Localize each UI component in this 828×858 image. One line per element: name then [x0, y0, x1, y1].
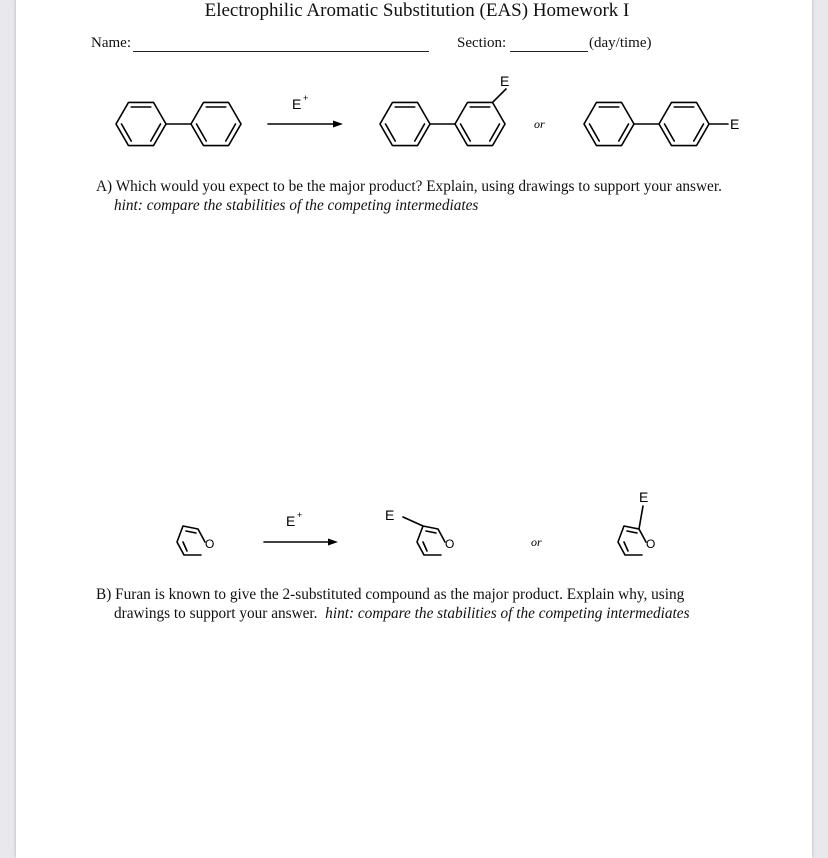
- daytime-label: (day/time): [589, 35, 652, 51]
- question-b-line-1: B) Furan is known to give the 2-substituted compound as the major product. Explain why, using: [96, 586, 685, 603]
- furan-oxygen-label-3: O: [646, 537, 656, 551]
- electrophile-charge-b: +: [297, 510, 303, 520]
- question-b: [96, 585, 690, 623]
- reaction-arrow-b: [264, 539, 338, 546]
- question-a: [96, 177, 722, 215]
- question-a-text: A) Which would you expect to be the major product? Explain, using drawings to support your answer.: [96, 178, 722, 195]
- electrophile-label-b: E: [286, 513, 296, 529]
- furan-oxygen-label-2: O: [445, 537, 455, 551]
- or-label-a: or: [534, 117, 545, 131]
- furan-oxygen-label-1: O: [205, 537, 215, 551]
- name-label: Name:: [91, 35, 131, 51]
- para-substituent-label: E: [730, 116, 740, 132]
- question-b-hint: hint: compare the stabilities of the competing intermediates: [325, 605, 690, 622]
- electrophile-label-a: E: [292, 96, 302, 112]
- section-label: Section:: [457, 35, 507, 51]
- or-label-b: or: [531, 535, 542, 549]
- page-title: Electrophilic Aromatic Substitution (EAS) Homework I: [204, 0, 630, 21]
- electrophile-charge-a: +: [303, 93, 309, 103]
- 3-position-substituent-label: E: [639, 489, 649, 505]
- reaction-arrow-a: [268, 121, 343, 128]
- biphenyl-ortho-product: [380, 89, 506, 146]
- furan-2-substituted-product: [403, 517, 445, 555]
- furan-3-substituted-product: [618, 506, 646, 555]
- biphenyl-reactant: [116, 102, 241, 145]
- question-a-hint: hint: compare the stabilities of the competing intermediates: [114, 197, 479, 214]
- ortho-substituent-label: E: [500, 73, 510, 89]
- furan-reactant: [177, 526, 205, 555]
- question-b-line-2: drawings to support your answer.: [114, 605, 318, 622]
- question-b-line-2-wrap: [96, 604, 690, 623]
- biphenyl-para-product: [584, 102, 728, 145]
- 2-position-substituent-label: E: [385, 507, 395, 523]
